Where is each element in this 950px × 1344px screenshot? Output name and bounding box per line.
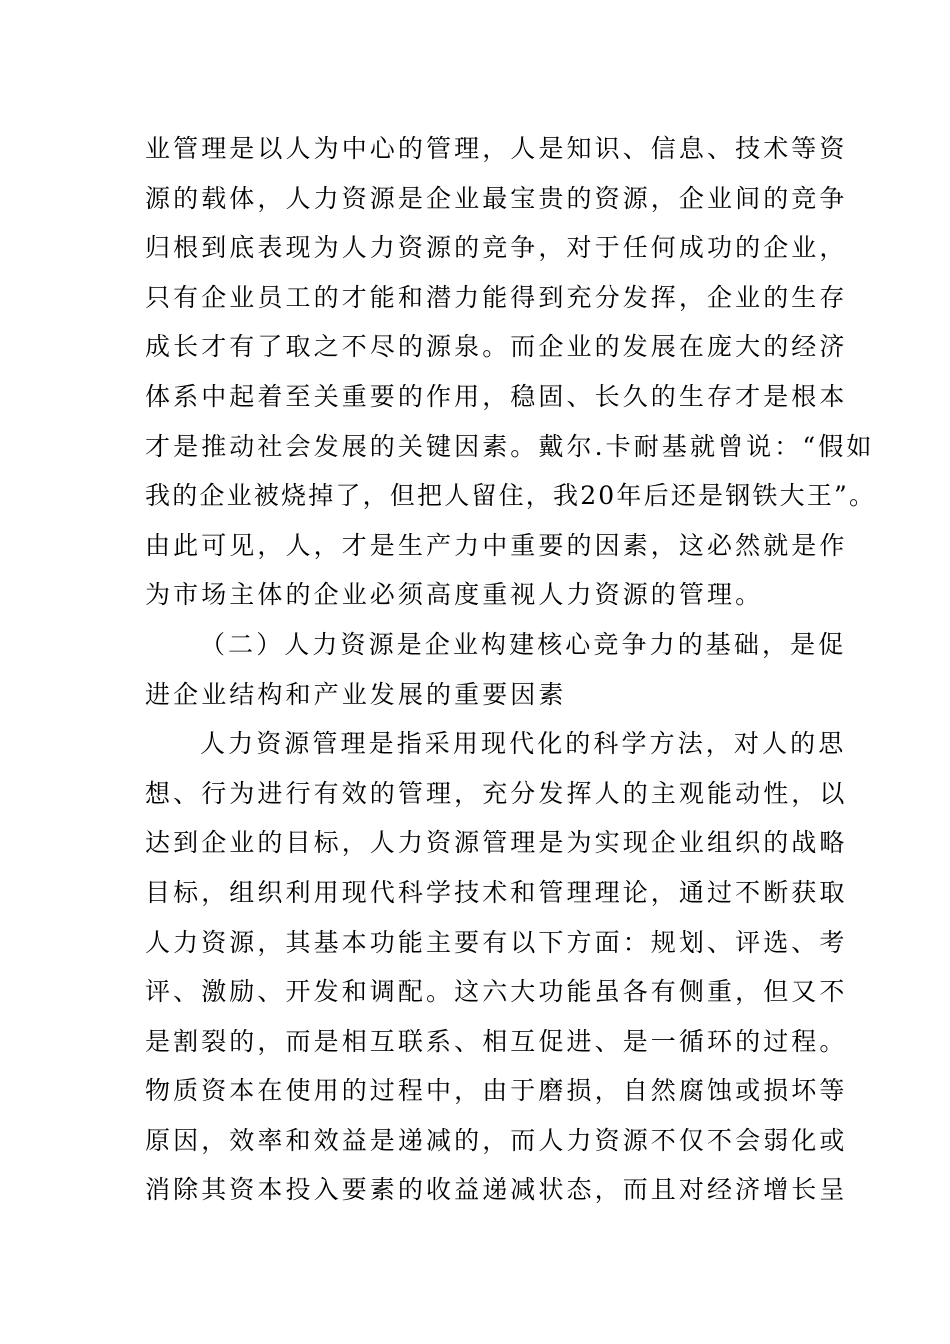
text-line: 人力资源管理是指采用现代化的科学方法，对人的思 [200,729,847,759]
text-line: 达到企业的目标，人力资源管理是为实现企业组织的战略 [145,828,848,858]
text-line: 由此可见，人，才是生产力中重要的因素，这必然就是作 [145,530,848,560]
text-line: 归根到底表现为人力资源的竞争，对于任何成功的企业， [145,233,848,263]
text-line: 是割裂的，而是相互联系、相互促进、是一循环的过程。 [145,1026,848,1056]
section-heading-line: 进企业结构和产业发展的重要因素 [145,679,567,709]
text-line: 业管理是以人为中心的管理，人是知识、信息、技术等资 [145,134,848,163]
text-line: 目标，组织利用现代科学技术和管理理论，通过不断获取 [145,877,848,907]
section-heading-line: （二）人力资源是企业构建核心竞争力的基础，是促 [200,629,847,659]
text-line: 评、激励、开发和调配。这六大功能虽各有侧重，但又不 [145,977,848,1007]
text-line: 原因，效率和效益是递减的，而人力资源不仅不会弱化或 [145,1125,848,1155]
text-line: 我的企业被烧掉了，但把人留住，我20年后还是钢铁大王”。 [145,481,877,511]
text-line: 源的载体，人力资源是企业最宝贵的资源，企业间的竞争 [145,183,848,213]
text-line: 消除其资本投入要素的收益递减状态，而且对经济增长呈 [145,1175,848,1205]
text-line: 物质资本在使用的过程中，由于磨损，自然腐蚀或损坏等 [145,1076,848,1106]
text-line: 才是推动社会发展的关键因素。戴尔.卡耐基就曾说：“假如 [145,431,875,461]
text-line: 体系中起着至关重要的作用，稳固、长久的生存才是根本 [145,381,848,411]
text-line: 为市场主体的企业必须高度重视人力资源的管理。 [145,580,764,610]
text-line: 人力资源，其基本功能主要有以下方面：规划、评选、考 [145,927,848,957]
text-line: 成长才有了取之不尽的源泉。而企业的发展在庞大的经济 [145,332,848,362]
text-line: 想、行为进行有效的管理，充分发挥人的主观能动性，以 [145,778,848,808]
text-line: 只有企业员工的才能和潜力能得到充分发挥，企业的生存 [145,282,848,312]
